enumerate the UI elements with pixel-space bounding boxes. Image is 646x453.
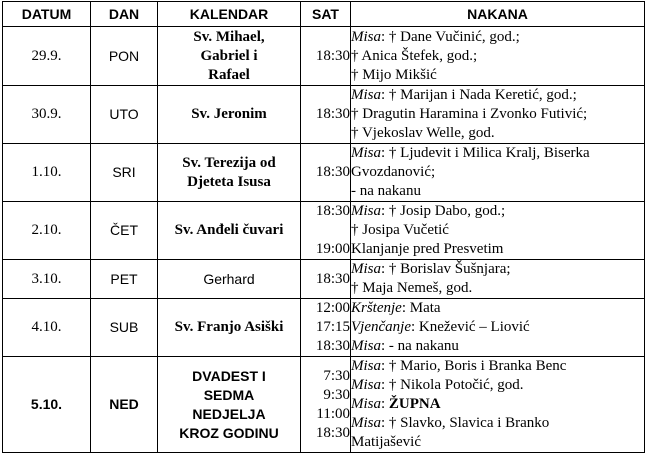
nakana-label: Misa: [351, 358, 381, 374]
cell-datum: 1.10.: [3, 144, 91, 202]
nakana-text: : † Borislav Šušnjara;: [381, 261, 511, 277]
nakana-text: : † Slavko, Slavica i Branko: [381, 415, 550, 431]
nakana-line: [351, 414, 644, 433]
sat-time: 9:30: [323, 386, 350, 403]
kalendar-line: Sv. Jeronim: [191, 106, 267, 122]
nakana-line: [351, 163, 644, 182]
schedule-sheet: [2, 1, 644, 450]
cell-datum: 30.9.: [3, 86, 91, 144]
sat-time: 18:30: [315, 338, 350, 354]
kalendar-line: Rafael: [208, 66, 250, 83]
nakana-label: Krštenje: [351, 300, 402, 316]
nakana-text: : † Josip Dabo, god.;: [381, 203, 506, 219]
cell-sat: [301, 299, 351, 357]
schedule-table: [2, 1, 645, 453]
cell-sat: [301, 144, 351, 202]
cell-kalendar: [158, 27, 301, 86]
table-row: [3, 260, 645, 299]
sat-time: 7:30: [323, 367, 350, 384]
nakana-text: : † Marijan i Nada Keretić, god.;: [381, 87, 577, 103]
nakana-line: [351, 202, 644, 221]
nakana-label: Misa: [351, 377, 381, 393]
sat-time: 18:30: [315, 164, 350, 180]
nakana-label: Misa: [351, 28, 381, 45]
cell-dan: UTO: [91, 86, 158, 144]
cell-datum: 2.10.: [3, 202, 91, 260]
kalendar-line: Gerhard: [203, 270, 255, 287]
table-row: [3, 202, 645, 260]
nakana-strong: ŽUPNA: [388, 396, 441, 412]
nakana-text: † Maja Nemeš, god.: [351, 280, 473, 296]
sat-time: 19:00: [315, 241, 350, 257]
header-dan: DAN: [91, 2, 158, 27]
nakana-line: [351, 318, 644, 337]
nakana-label: Misa: [351, 261, 381, 277]
cell-nakana: [351, 260, 645, 299]
header-nakana: NAKANA: [351, 2, 645, 27]
cell-kalendar: [158, 260, 301, 299]
cell-dan: ČET: [91, 202, 158, 260]
nakana-text: : † Nikola Potočić, god.: [381, 377, 524, 393]
nakana-text: † Vjekoslav Welle, god.: [351, 125, 495, 141]
nakana-line: [351, 86, 644, 105]
cell-kalendar: [158, 357, 301, 453]
kalendar-line: Djeteta Isusa: [187, 173, 271, 190]
cell-nakana: [351, 144, 645, 202]
cell-sat: [301, 86, 351, 144]
header-kalendar: KALENDAR: [158, 2, 301, 27]
table-row: [3, 86, 645, 144]
nakana-line: [351, 337, 644, 356]
sat-time: 18:30: [315, 424, 350, 441]
sat-time: 17:15: [315, 319, 350, 335]
nakana-line: [351, 376, 644, 395]
cell-datum: 5.10.: [3, 357, 91, 453]
sat-time: 18:30: [315, 203, 350, 219]
table-row: [3, 299, 645, 357]
nakana-label: Misa: [351, 396, 381, 412]
nakana-label: Misa: [351, 145, 381, 161]
nakana-text: : † Dane Vučinić, god.;: [381, 28, 520, 45]
nakana-text: Matijašević: [351, 434, 421, 450]
cell-sat: [301, 260, 351, 299]
kalendar-line: Gabriel i: [200, 47, 258, 64]
nakana-text: † Dragutin Haramina i Zvonko Futivić;: [351, 106, 588, 122]
sat-time: 11:00: [316, 405, 350, 422]
kalendar-line: Sv. Terezija od: [182, 154, 276, 171]
cell-sat: [301, 357, 351, 453]
cell-nakana: [351, 86, 645, 144]
nakana-text: : Knežević – Liović: [410, 319, 530, 335]
nakana-line: [351, 105, 644, 124]
kalendar-line: KROZ GODINU: [179, 424, 279, 441]
nakana-line: [351, 357, 644, 376]
nakana-line: [351, 395, 644, 414]
header-sat: SAT: [301, 2, 351, 27]
nakana-label: Vjenčanje: [351, 319, 411, 335]
cell-nakana: [351, 27, 645, 86]
nakana-line: [351, 299, 644, 318]
sat-time: [301, 221, 350, 240]
cell-dan: SRI: [91, 144, 158, 202]
cell-dan: NED: [91, 357, 158, 453]
cell-datum: 29.9.: [3, 27, 91, 86]
kalendar-line: Sv. Franjo Asiški: [174, 319, 284, 335]
nakana-text: † Mijo Mikšić: [351, 66, 437, 83]
cell-dan: PET: [91, 260, 158, 299]
cell-datum: 4.10.: [3, 299, 91, 357]
nakana-text: : - na nakanu: [381, 338, 459, 354]
table-row: [3, 144, 645, 202]
cell-kalendar: [158, 299, 301, 357]
kalendar-line: NEDJELJA: [192, 405, 266, 422]
nakana-line: [351, 433, 644, 452]
cell-nakana: [351, 299, 645, 357]
nakana-text: : † Mario, Boris i Branka Benc: [381, 358, 567, 374]
cell-sat: [301, 27, 351, 86]
kalendar-line: Sv. Mihael,: [193, 28, 265, 45]
sat-time: 18:30: [315, 270, 350, 287]
sat-time: 18:30: [315, 47, 350, 64]
nakana-text: : Mata: [401, 300, 441, 316]
nakana-text: : † Ljudevit i Milica Kralj, Biserka: [381, 145, 590, 161]
nakana-text: Klanjanje pred Presvetim: [351, 241, 504, 257]
table-row: [3, 27, 645, 86]
nakana-label: Misa: [351, 338, 381, 354]
nakana-label: Misa: [351, 87, 381, 103]
nakana-line: [351, 279, 644, 298]
cell-kalendar: [158, 202, 301, 260]
kalendar-line: DVADEST I: [192, 367, 266, 384]
nakana-text: :: [381, 396, 389, 412]
header-row: [3, 2, 645, 27]
cell-kalendar: [158, 144, 301, 202]
nakana-line: [351, 182, 644, 201]
nakana-line: [351, 240, 644, 259]
cell-dan: PON: [91, 27, 158, 86]
cell-nakana: [351, 202, 645, 260]
cell-kalendar: [158, 86, 301, 144]
cell-dan: SUB: [91, 299, 158, 357]
nakana-line: [351, 124, 644, 143]
sat-time: 12:00: [315, 300, 350, 316]
table-row: [3, 357, 645, 453]
cell-datum: 3.10.: [3, 260, 91, 299]
nakana-text: Gvozdanović;: [351, 164, 436, 180]
kalendar-line: SEDMA: [203, 386, 255, 403]
nakana-text: - na nakanu: [351, 183, 421, 199]
nakana-text: † Anica Štefek, god.;: [351, 47, 478, 64]
cell-nakana: [351, 357, 645, 453]
nakana-label: Misa: [351, 203, 381, 219]
nakana-line: [351, 28, 644, 47]
nakana-line: [351, 66, 644, 85]
kalendar-line: Sv. Anđeli čuvari: [174, 222, 284, 238]
header-datum: DATUM: [3, 2, 91, 27]
nakana-line: [351, 144, 644, 163]
nakana-label: Misa: [351, 415, 381, 431]
cell-sat: [301, 202, 351, 260]
nakana-line: [351, 260, 644, 279]
nakana-line: [351, 221, 644, 240]
nakana-line: [351, 47, 644, 66]
nakana-text: † Josipa Vučetić: [351, 222, 449, 238]
sat-time: 18:30: [315, 106, 350, 122]
